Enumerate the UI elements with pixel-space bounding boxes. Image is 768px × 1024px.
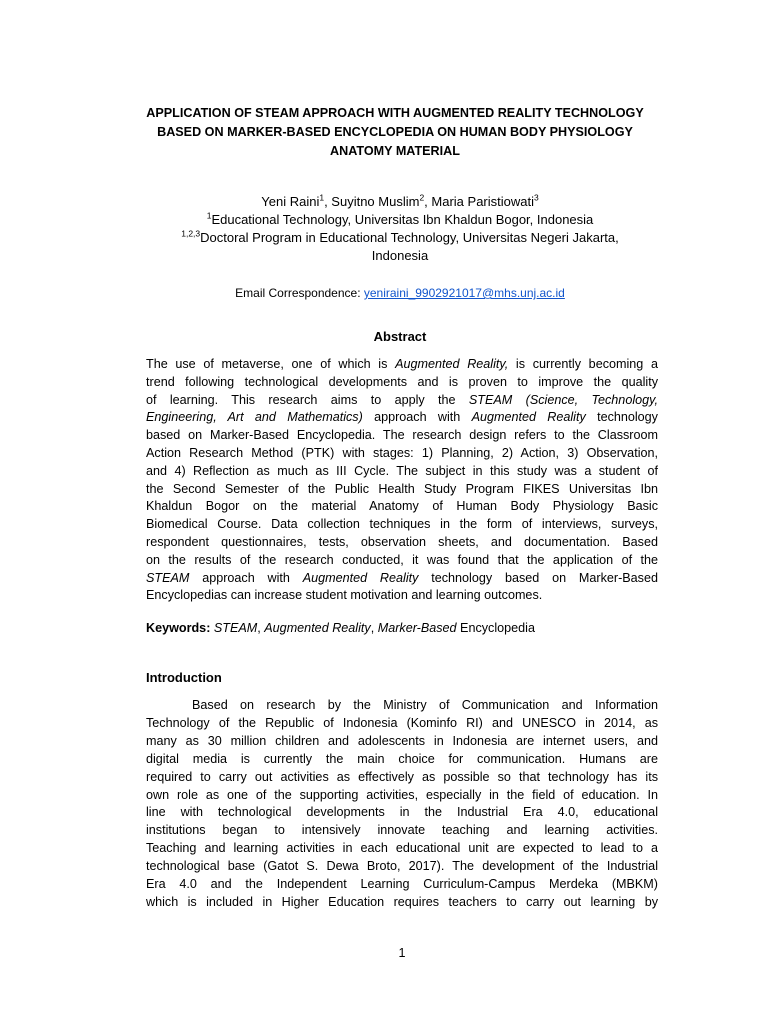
author-block bbox=[140, 193, 660, 265]
author-name: Yeni Raini bbox=[261, 194, 320, 209]
abstract-line bbox=[146, 587, 658, 605]
affiliation-1 bbox=[140, 211, 660, 229]
email-label: Email Correspondence: bbox=[235, 286, 364, 300]
keyword-italic: Marker-Based bbox=[377, 621, 457, 635]
text-run: based on Marker-Based Encyclopedia. The research design refers to the Classroom bbox=[146, 428, 658, 443]
text-run: of learning. This research aims to apply the bbox=[146, 392, 469, 407]
introduction-line: Based on research by the Ministry of Communication and Information bbox=[192, 698, 658, 712]
introduction-line: line with technological developments in the Industrial Era 4.0, educational bbox=[146, 805, 658, 820]
abstract-line bbox=[146, 445, 658, 463]
author-name: Suyitno Muslim bbox=[331, 194, 420, 209]
introduction-line: own role as one of the supporting activities, especially in the field of education. In bbox=[146, 787, 658, 802]
introduction-heading: Introduction bbox=[146, 670, 222, 685]
affiliation-superscript: 1 bbox=[206, 210, 212, 221]
text-run: Biomedical Course. Data collection techniques in the form of interviews, surveys, bbox=[146, 517, 658, 532]
text-run: technology bbox=[585, 410, 658, 425]
page-number: 1 bbox=[398, 946, 406, 960]
introduction-line: required to carry out activities as effectively as possible so that technology has its bbox=[146, 769, 658, 784]
author-name: Maria Paristiowati bbox=[431, 194, 534, 209]
introduction-line: digital media is currently the main choice for communication. Humans are bbox=[146, 751, 658, 766]
italic-text: Augmented Reality, bbox=[395, 357, 509, 371]
author-separator: , bbox=[324, 194, 332, 209]
affiliation-2 bbox=[140, 229, 660, 247]
abstract-line bbox=[146, 481, 658, 499]
introduction-line: Technology of the Republic of Indonesia (Kominfo RI) and UNESCO in 2014, as bbox=[146, 715, 658, 730]
author-superscript: 1 bbox=[319, 192, 325, 203]
text-run: on the results of the research conducted, it was found that the application of the bbox=[146, 552, 658, 567]
text-run: Encyclopedias can increase student motivation and learning outcomes. bbox=[146, 588, 543, 603]
italic-text: Engineering, Art and Mathematics) bbox=[146, 410, 363, 425]
introduction-line: many as 30 million children and adolescents in Indonesia are internet users, and bbox=[146, 733, 658, 748]
keyword-text: Encyclopedia bbox=[456, 621, 535, 635]
abstract-line bbox=[146, 374, 658, 392]
paper-title bbox=[130, 104, 660, 161]
text-run: approach with bbox=[362, 410, 472, 425]
introduction-line: which is included in Higher Education requires teachers to carry out learning by bbox=[146, 894, 658, 909]
text-run: is currently becoming a bbox=[508, 357, 658, 371]
affiliation-2-continued: Indonesia bbox=[371, 248, 429, 263]
introduction-line: Teaching and learning activities in each educational unit are expected to lead to a bbox=[146, 841, 658, 856]
text-run: Khaldun Bogor on the material Anatomy of Human Body Physiology Basic bbox=[146, 499, 658, 514]
abstract-line bbox=[146, 498, 658, 516]
abstract-line bbox=[146, 570, 658, 588]
text-run: respondent questionnaires, tests, observation sheets, and documentation. Based bbox=[146, 534, 658, 549]
text-run: The use of metaverse, one of which is bbox=[146, 357, 396, 371]
abstract-line bbox=[146, 552, 658, 570]
text-run: the Second Semester of the Public Health Study Program FIKES Universitas Ibn bbox=[146, 481, 658, 496]
introduction-body bbox=[146, 697, 658, 912]
abstract-line bbox=[146, 516, 658, 534]
title-line: BASED ON MARKER-BASED ENCYCLOPEDIA ON HUMAN BODY PHYSIOLOGY bbox=[157, 125, 633, 139]
affiliation-text: Doctoral Program in Educational Technology, Universitas Negeri Jakarta, bbox=[200, 230, 619, 245]
affiliation-text: Educational Technology, Universitas Ibn Khaldun Bogor, Indonesia bbox=[211, 212, 594, 227]
author-separator: , bbox=[424, 194, 432, 209]
abstract-body bbox=[146, 356, 658, 605]
italic-text: STEAM (Science, Technology, bbox=[468, 392, 658, 407]
keyword-text: , bbox=[257, 621, 265, 635]
author-list bbox=[140, 193, 660, 211]
abstract-line bbox=[146, 409, 658, 427]
abstract-heading: Abstract bbox=[373, 329, 427, 344]
keywords-label: Keywords: bbox=[146, 621, 211, 635]
text-run: trend following technological developments and is proven to improve the quality bbox=[146, 374, 658, 389]
title-line: ANATOMY MATERIAL bbox=[330, 144, 460, 158]
abstract-line bbox=[146, 427, 658, 445]
author-superscript: 3 bbox=[534, 192, 539, 203]
introduction-line: technological base (Gatot S. Dewa Broto, 2017). The development of the Industrial bbox=[146, 859, 658, 874]
text-run: Action Research Method (PTK) with stages: 1) Planning, 2) Action, 3) Observation, bbox=[146, 445, 658, 460]
keyword-italic: STEAM bbox=[213, 621, 258, 635]
title-line: APPLICATION OF STEAM APPROACH WITH AUGMENTED REALITY TECHNOLOGY bbox=[146, 106, 644, 120]
keyword-italic: Augmented Reality bbox=[264, 621, 371, 635]
text-run: approach with bbox=[189, 570, 303, 585]
email-correspondence bbox=[140, 285, 660, 301]
text-run: technology based on Marker-Based bbox=[418, 570, 658, 585]
italic-text: Augmented Reality bbox=[471, 410, 586, 425]
italic-text: Augmented Reality bbox=[302, 570, 419, 585]
introduction-line: Era 4.0 and the Independent Learning Curriculum-Campus Merdeka (MBKM) bbox=[146, 877, 658, 892]
abstract-line bbox=[146, 392, 658, 410]
email-link[interactable]: yeniraini_9902921017@mhs.unj.ac.id bbox=[363, 286, 565, 300]
text-run: and 4) Reflection as much as III Cycle. The subject in this study was a student of bbox=[146, 463, 658, 478]
introduction-line: institutions began to intensively innovate teaching and learning activities. bbox=[146, 823, 658, 838]
italic-text: STEAM bbox=[146, 570, 190, 585]
abstract-line bbox=[146, 356, 658, 374]
keywords bbox=[146, 620, 658, 637]
author-superscript: 2 bbox=[419, 192, 425, 203]
keyword-text: , bbox=[370, 621, 378, 635]
affiliation-superscript: 1,2,3 bbox=[181, 228, 201, 239]
abstract-line bbox=[146, 534, 658, 552]
abstract-line bbox=[146, 463, 658, 481]
